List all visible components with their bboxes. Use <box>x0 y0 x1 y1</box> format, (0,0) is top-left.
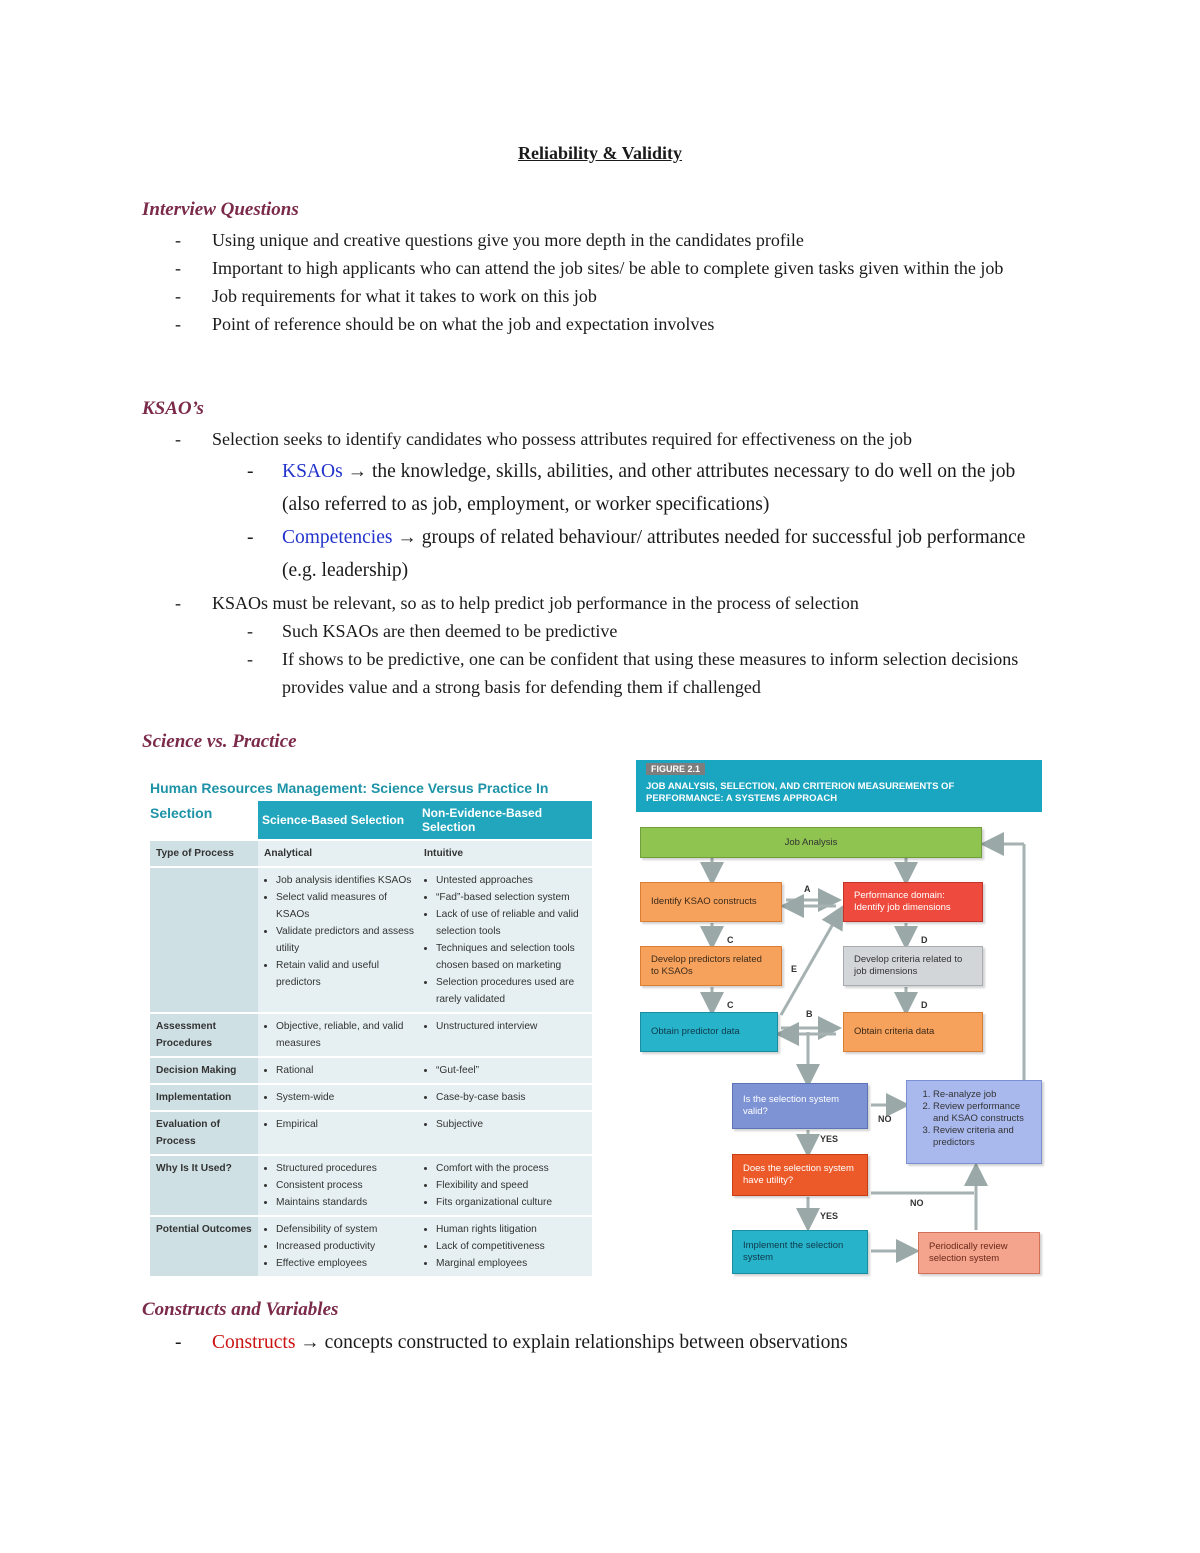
cell-bullet: • Unstructured interview <box>436 1018 588 1035</box>
table-row <box>150 1084 592 1111</box>
ksao-sublist-2 <box>175 617 1055 701</box>
label-d1: D <box>921 935 928 945</box>
page-title: Reliability & Validity <box>517 143 683 163</box>
list-item-text: KSAOs must be relevant, so as to help predict job performance in the process of selection <box>212 593 859 613</box>
cell-bullet: • Select valid measures of KSAOs <box>276 889 414 923</box>
cell-bullet: • Job analysis identifies KSAOs <box>276 872 414 889</box>
table-cell <box>418 867 592 1013</box>
cell-bullet: • Fits organizational culture <box>436 1194 588 1211</box>
list-item <box>175 1326 1055 1359</box>
cell-bullet: • Validate predictors and assess utility <box>276 923 414 957</box>
table-row <box>150 1216 592 1276</box>
label-yes2: YES <box>820 1211 839 1221</box>
ksao-sublist <box>175 455 1055 587</box>
utility-question-box: Does the selection system have utility? <box>732 1154 868 1196</box>
cell-bullet: • System-wide <box>276 1089 414 1106</box>
label-no2: NO <box>910 1198 924 1208</box>
figure-caption: JOB ANALYSIS, SELECTION, AND CRITERION MEASUREMENTS OF PERFORMANCE: A SYSTEMS APPROACH <box>646 781 955 804</box>
list-item: - If shows to be predictive, one can be confident that using these measures to inform selection decisions provides value and a strong basis for defending them if challenged <box>175 645 1055 701</box>
constructs-definition: → concepts constructed to explain relationships between observations <box>295 1332 848 1353</box>
cell-bullet: • Comfort with the process <box>436 1160 588 1177</box>
competencies-term: Competencies <box>282 527 393 548</box>
cell-bullet: • Techniques and selection tools chosen based on marketing <box>436 940 588 974</box>
table-title: Human Resources Management: Science Versus Practice In Selection <box>150 780 549 821</box>
cell-bullet: • Marginal employees <box>436 1255 588 1272</box>
reanalyze-box <box>906 1080 1042 1164</box>
cell-bullet: • Retain valid and useful predictors <box>276 957 414 991</box>
interview-heading: Interview Questions <box>142 199 299 220</box>
interview-list <box>175 226 1055 338</box>
row-label: Implementation <box>150 1084 258 1111</box>
cell-bullet: • Consistent process <box>276 1177 414 1194</box>
table-cell <box>258 1057 418 1084</box>
performance-domain-box: Performance domain: Identify job dimensions <box>843 882 983 922</box>
table-row <box>150 1057 592 1084</box>
competencies-definition: → groups of related behaviour/ attributes needed for successful job performance (e.g. leadership) <box>282 527 1026 581</box>
table-cell <box>418 1013 592 1057</box>
label-a: A <box>804 884 811 894</box>
list-item <box>175 455 1055 521</box>
constructs-term: Constructs <box>212 1332 296 1353</box>
table-row <box>150 1111 592 1155</box>
table-cell <box>258 867 418 1013</box>
label-e: E <box>791 964 798 974</box>
table-row <box>150 1013 592 1057</box>
implement-box: Implement the selection system <box>732 1230 868 1274</box>
table-header-nonevidence: Non-Evidence-Based Selection <box>418 801 592 840</box>
list-item: - Important to high applicants who can attend the job sites/ be able to complete given tasks given within the job <box>175 254 1055 282</box>
table-cell <box>258 1216 418 1276</box>
row-label: Assessment Procedures <box>150 1013 258 1057</box>
ksaos-term: KSAOs <box>282 461 343 482</box>
obtain-criteria-box: Obtain criteria data <box>843 1012 983 1052</box>
list-item: 1. Re-analyze job <box>933 1089 1031 1101</box>
table-cell: Analytical <box>258 840 418 867</box>
label-c2: C <box>727 1000 734 1010</box>
table-header-row <box>150 801 592 840</box>
arrow-e <box>781 910 841 1015</box>
list-item <box>175 589 1055 701</box>
cell-bullet: • Untested approaches <box>436 872 588 889</box>
periodic-review-box: Periodically review selection system <box>918 1232 1040 1274</box>
ksaos-definition: → the knowledge, skills, abilities, and other attributes necessary to do well on the job (also referred to as job, employment, or worker specifications) <box>282 461 1016 515</box>
label-d2: D <box>921 1000 928 1010</box>
cell-bullet: • “Fad”-based selection system <box>436 889 588 906</box>
cell-bullet: • Flexibility and speed <box>436 1177 588 1194</box>
table-cell <box>258 1084 418 1111</box>
constructs-heading: Constructs and Variables <box>142 1299 339 1320</box>
list-item <box>175 425 1055 587</box>
list-item-text: Selection seeks to identify candidates who possess attributes required for effectiveness on the job <box>212 429 912 449</box>
cell-bullet: • Structured procedures <box>276 1160 414 1177</box>
table-cell: Intuitive <box>418 840 592 867</box>
table-row <box>150 867 592 1013</box>
list-item <box>175 521 1055 587</box>
cell-bullet: • Rational <box>276 1062 414 1079</box>
cell-bullet: • Subjective <box>436 1116 588 1133</box>
list-item: - Using unique and creative questions give you more depth in the candidates profile <box>175 226 1055 254</box>
row-label: Evaluation of Process <box>150 1111 258 1155</box>
list-item: 2. Review performance and KSAO constructs <box>933 1101 1031 1125</box>
identify-ksao-box: Identify KSAO constructs <box>640 882 782 922</box>
label-yes1: YES <box>820 1134 839 1144</box>
comparison-table <box>150 801 592 1276</box>
figure-label: FIGURE 2.1 <box>646 763 705 775</box>
row-label <box>150 867 258 1013</box>
table-cell <box>258 1013 418 1057</box>
develop-criteria-box: Develop criteria related to job dimensions <box>843 946 983 986</box>
ksao-list <box>175 425 1055 701</box>
cell-bullet: • Objective, reliable, and valid measures <box>276 1018 414 1052</box>
label-b: B <box>806 1009 813 1019</box>
table-cell <box>418 1057 592 1084</box>
job-analysis-box: Job Analysis <box>640 827 982 858</box>
table-header-science: Science-Based Selection <box>258 801 418 840</box>
systems-approach-figure <box>636 760 1046 1280</box>
cell-bullet: • Empirical <box>276 1116 414 1133</box>
label-no1: NO <box>878 1114 892 1124</box>
row-label: Why Is It Used? <box>150 1155 258 1216</box>
constructs-list <box>175 1326 1055 1359</box>
list-item: - Such KSAOs are then deemed to be predictive <box>175 617 1055 645</box>
cell-bullet: • Lack of use of reliable and valid selection tools <box>436 906 588 940</box>
obtain-predictor-box: Obtain predictor data <box>640 1012 778 1052</box>
science-practice-table-figure <box>150 776 592 1270</box>
cell-bullet: • Defensibility of system <box>276 1221 414 1238</box>
row-label: Decision Making <box>150 1057 258 1084</box>
table-cell <box>418 1216 592 1276</box>
science-heading: Science vs. Practice <box>142 731 297 752</box>
ksao-heading: KSAO’s <box>142 398 204 419</box>
develop-predictors-box: Develop predictors related to KSAOs <box>640 946 782 986</box>
table-row <box>150 840 592 867</box>
row-label: Type of Process <box>150 840 258 867</box>
label-c1: C <box>727 935 734 945</box>
cell-bullet: • Case-by-case basis <box>436 1089 588 1106</box>
cell-bullet: • Selection procedures used are rarely validated <box>436 974 588 1008</box>
table-row <box>150 1155 592 1216</box>
cell-bullet: • “Gut-feel” <box>436 1062 588 1079</box>
table-cell <box>418 1111 592 1155</box>
table-cell <box>418 1155 592 1216</box>
reanalyze-list <box>917 1089 1031 1149</box>
cell-bullet: • Increased productivity <box>276 1238 414 1255</box>
row-label: Potential Outcomes <box>150 1216 258 1276</box>
table-cell <box>258 1111 418 1155</box>
list-item: - Job requirements for what it takes to work on this job <box>175 282 1055 310</box>
cell-bullet: • Effective employees <box>276 1255 414 1272</box>
cell-bullet: • Human rights litigation <box>436 1221 588 1238</box>
list-item: - Point of reference should be on what the job and expectation involves <box>175 310 1055 338</box>
cell-bullet: • Lack of competitiveness <box>436 1238 588 1255</box>
table-cell <box>418 1084 592 1111</box>
cell-bullet: • Maintains standards <box>276 1194 414 1211</box>
table-cell <box>258 1155 418 1216</box>
list-item: 3. Review criteria and predictors <box>933 1125 1031 1149</box>
valid-question-box: Is the selection system valid? <box>732 1083 868 1129</box>
